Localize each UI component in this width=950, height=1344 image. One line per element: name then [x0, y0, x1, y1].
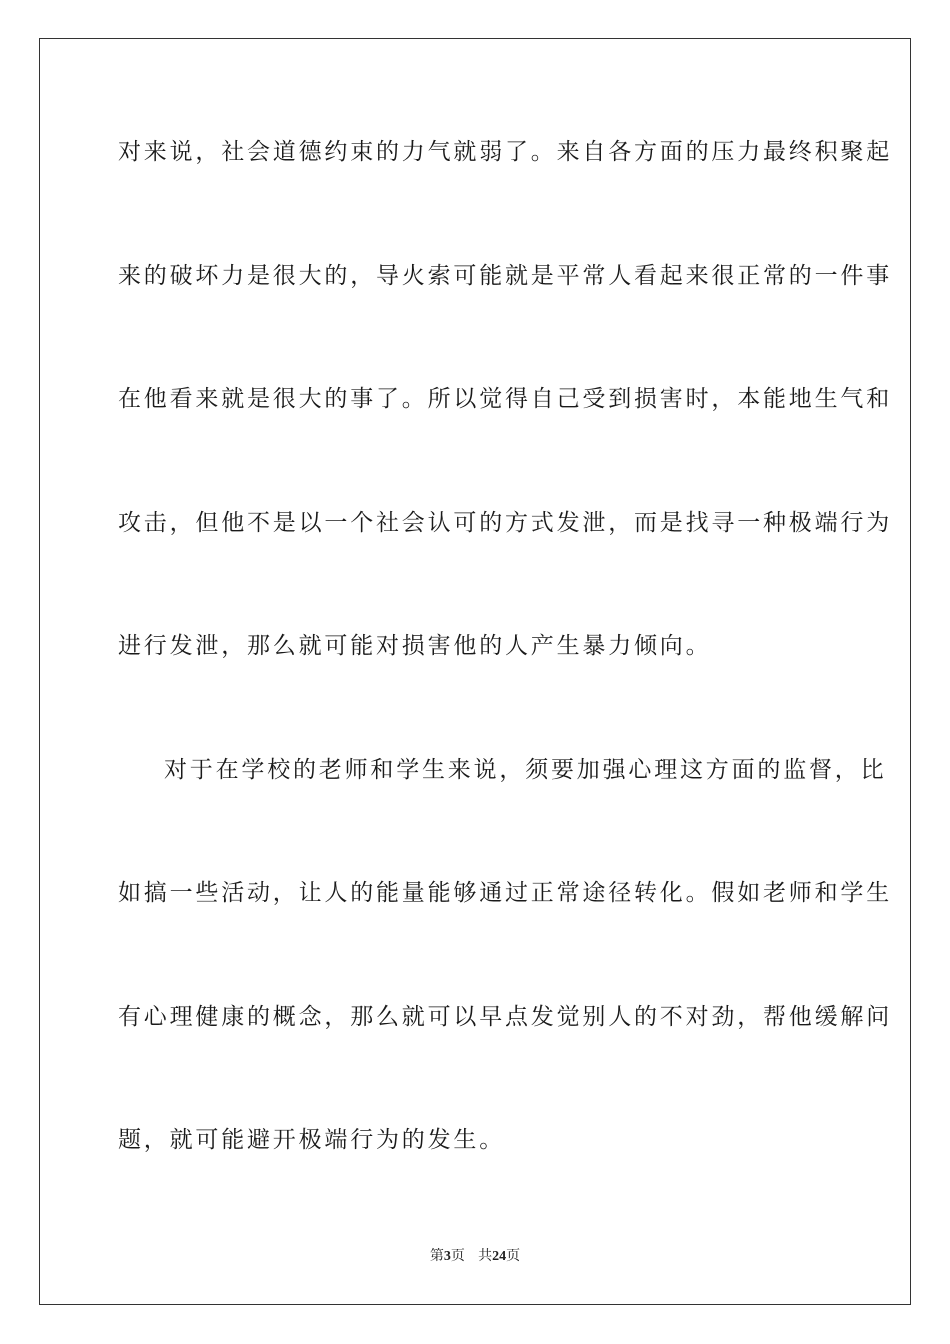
page-number: 3: [443, 1249, 451, 1264]
page-footer: [0, 1247, 950, 1266]
page-border: [39, 38, 911, 1305]
text-line-2: 来的破坏力是很大的，导火索可能就是平常人看起来很正常的一件事: [118, 263, 892, 289]
text-line-1: 对来说，社会道德约束的力气就弱了。来自各方面的压力最终积聚起: [118, 139, 892, 165]
total-pages: 24: [492, 1249, 507, 1264]
text-line-6: 对于在学校的老师和学生来说，须要加强心理这方面的监督，比: [164, 757, 887, 783]
page-prefix: 第: [429, 1248, 444, 1264]
text-line-5: 进行发泄，那么就可能对损害他的人产生暴力倾向。: [118, 633, 712, 659]
text-line-7: 如搞一些活动，让人的能量能够通过正常途径转化。假如老师和学生: [118, 880, 892, 906]
text-line-3: 在他看来就是很大的事了。所以觉得自己受到损害时，本能地生气和: [118, 386, 892, 412]
total-prefix: 共: [478, 1248, 493, 1264]
total-suffix: 页: [506, 1248, 521, 1264]
text-line-4: 攻击，但他不是以一个社会认可的方式发泄，而是找寻一种极端行为: [118, 510, 892, 536]
text-line-9: 题，就可能避开极端行为的发生。: [118, 1127, 505, 1153]
page-suffix: 页: [450, 1248, 465, 1264]
text-line-8: 有心理健康的概念，那么就可以早点发觉别人的不对劲，帮他缓解问: [118, 1004, 892, 1030]
